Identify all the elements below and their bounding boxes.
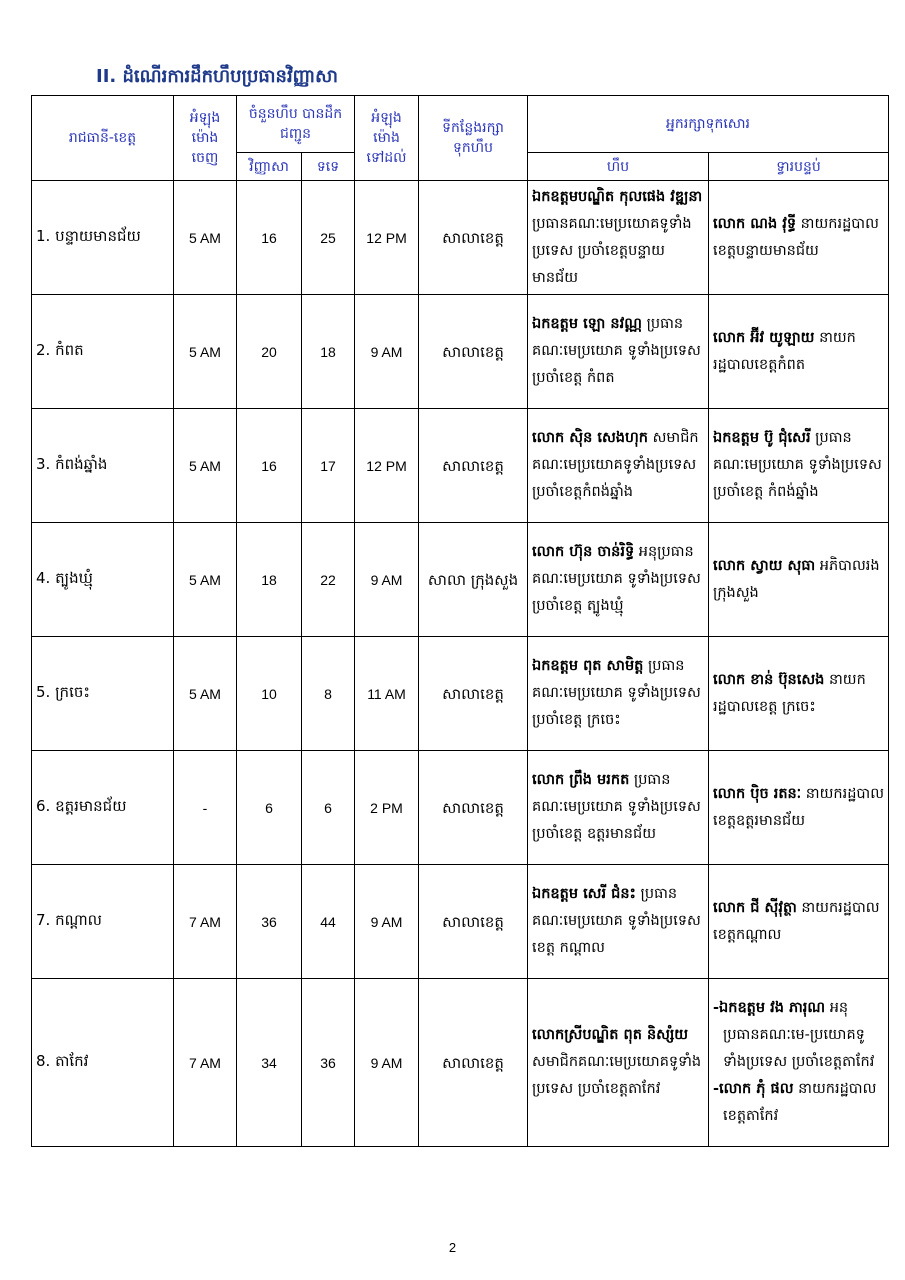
- door-keeper-name: ឯកឧត្តម ប៊ូ ជុំសេរី: [713, 430, 811, 446]
- door-keeper-name: លោក ជី ស៊ីវុត្ថា: [713, 899, 797, 916]
- box-keeper-cell: [528, 751, 709, 865]
- subject-count-cell: 16: [237, 181, 302, 295]
- subject-count-cell: 18: [237, 523, 302, 637]
- door-keeper-name: លោក អ៊ីវ យូឡាយ: [713, 329, 815, 346]
- door-keeper-cell: [709, 637, 889, 751]
- door-keeper-cell: [709, 181, 889, 295]
- door-keeper-cell: [709, 865, 889, 979]
- header-count-vehicle: ទទេ: [302, 153, 355, 181]
- vehicle-count-cell: 8: [302, 637, 355, 751]
- arrive-cell: 9 AM: [355, 979, 419, 1147]
- depart-cell: 5 AM: [174, 523, 237, 637]
- header-depart: អំឡុង ម៉ោង ចេញ: [174, 96, 237, 181]
- box-keeper-name: ឯកឧត្តម ពុត សាមិត្ត: [532, 658, 644, 674]
- box-keeper-role: ប្រធានគណៈមេប្រយោគ ទូទាំងប្រទេសប្រចាំខេត្ត កំពត: [532, 316, 701, 386]
- box-keeper-role: សមាជិកគណៈមេប្រយោគទូទាំងប្រទេស ប្រចាំខេត្តតាកែវ: [532, 1054, 702, 1097]
- door-keeper-cell: [709, 751, 889, 865]
- arrive-cell: 12 PM: [355, 409, 419, 523]
- transport-schedule-table: [31, 95, 889, 1147]
- door-keeper-name: លោក ណង វុទ្ធី: [713, 215, 797, 232]
- subject-count-cell: 6: [237, 751, 302, 865]
- door-keeper-name: -ឯកឧត្តម វង ភារុណ: [713, 1000, 826, 1016]
- province-cell: 8. តាកែវ: [32, 979, 174, 1147]
- venue-cell: សាលា ក្រុងសួង: [419, 523, 528, 637]
- door-keeper-role: នាយករដ្ឋបាលខេត្ត ក្រចេះ: [713, 671, 866, 715]
- table-row: [32, 409, 889, 523]
- province-cell: 7. កណ្តាល: [32, 865, 174, 979]
- venue-cell: សាលាខេត្ត: [419, 409, 528, 523]
- header-count: ចំនួនហឹប បានដឹកជញ្ជូន: [237, 96, 355, 153]
- vehicle-count-cell: 17: [302, 409, 355, 523]
- venue-cell: សាលាខេត្ត: [419, 295, 528, 409]
- depart-cell: 7 AM: [174, 979, 237, 1147]
- header-province: រាជធានី-ខេត្ត: [32, 96, 174, 181]
- box-keeper-role: ប្រធានគណៈមេប្រយោគ ទូទាំងប្រទេសប្រចាំខេត្ត ក្រចេះ: [532, 658, 701, 728]
- door-keeper-role: អនុប្រធានគណៈមេ-ប្រយោគទូទាំងប្រទេស ប្រចាំខេត្តតាកែវ: [723, 1000, 875, 1070]
- door-keeper-cell: [709, 409, 889, 523]
- table-row: [32, 523, 889, 637]
- vehicle-count-cell: 18: [302, 295, 355, 409]
- header-venue: ទីកន្លែងរក្សា ទុកហឹប: [419, 96, 528, 181]
- venue-cell: សាលាខេត្ត: [419, 637, 528, 751]
- header-keeper-box: ហឹប: [528, 153, 709, 181]
- box-keeper-cell: [528, 409, 709, 523]
- box-keeper-cell: [528, 181, 709, 295]
- box-keeper-name: ឯកឧត្តម ឡោ នវណ្ណ: [532, 316, 642, 332]
- box-keeper-cell: [528, 865, 709, 979]
- box-keeper-name: ឯកឧត្តម សេរី ជំនះ: [532, 886, 636, 902]
- table-row: [32, 181, 889, 295]
- depart-cell: 5 AM: [174, 295, 237, 409]
- box-keeper-role: ប្រធានគណៈមេប្រយោគ ទូទាំងប្រទេសប្រចាំខេត្ត ឧត្តរមានជ័យ: [532, 772, 701, 842]
- door-keeper-cell: [709, 979, 889, 1147]
- header-row: [32, 96, 889, 153]
- header-keeper-door: ទ្វារបន្ទប់: [709, 153, 889, 181]
- door-keeper-item: [713, 1076, 884, 1130]
- section-title: II. ដំណើរការដឹកហឹបប្រធានវិញ្ញាសា: [96, 66, 339, 87]
- arrive-cell: 9 AM: [355, 865, 419, 979]
- depart-cell: 5 AM: [174, 637, 237, 751]
- subject-count-cell: 16: [237, 409, 302, 523]
- box-keeper-role: ប្រធានគណៈមេប្រយោគទូទាំងប្រទេស ប្រចាំខេត្តបន្ទាយមានជ័យ: [532, 215, 692, 286]
- door-keeper-role: នាយករដ្ឋបាលខេត្តឧត្តរមានជ័យ: [713, 785, 885, 829]
- box-keeper-cell: [528, 523, 709, 637]
- header-keeper: អ្នករក្សាទុកសោរ: [528, 96, 889, 153]
- box-keeper-role: អនុប្រធានគណៈមេប្រយោគ ទូទាំងប្រទេសប្រចាំខេត្ត ត្បូងឃ្មុំ: [532, 544, 701, 614]
- arrive-cell: 9 AM: [355, 295, 419, 409]
- vehicle-count-cell: 22: [302, 523, 355, 637]
- province-cell: 6. ឧត្តរមានជ័យ: [32, 751, 174, 865]
- box-keeper-name: ឯកឧត្តមបណ្ឌិត កុលផេង វឌ្ឍនា: [532, 188, 703, 205]
- venue-cell: សាលាខេត្ត: [419, 865, 528, 979]
- subject-count-cell: 10: [237, 637, 302, 751]
- arrive-cell: 12 PM: [355, 181, 419, 295]
- province-cell: 4. ត្បូងឃ្មុំ: [32, 523, 174, 637]
- door-keeper-role: នាយករដ្ឋបាលខេត្តបន្ទាយមានជ័យ: [713, 215, 879, 259]
- depart-cell: -: [174, 751, 237, 865]
- box-keeper-cell: [528, 637, 709, 751]
- box-keeper-name: លោក ស៊ិន សេងហុក: [532, 430, 648, 446]
- arrive-cell: 11 AM: [355, 637, 419, 751]
- depart-cell: 7 AM: [174, 865, 237, 979]
- table-row: [32, 751, 889, 865]
- door-keeper-name: -លោក ភុំ ផល: [713, 1081, 794, 1097]
- door-keeper-name: លោក ស្វាយ សុធា: [713, 557, 816, 574]
- arrive-cell: 2 PM: [355, 751, 419, 865]
- box-keeper-name: លោក ហ៊ុន ចាន់រិទ្ធិ: [532, 544, 635, 560]
- door-keeper-name: លោក ប៉ិច រតនៈ: [713, 785, 802, 802]
- subject-count-cell: 36: [237, 865, 302, 979]
- door-keeper-cell: [709, 295, 889, 409]
- table-row: [32, 637, 889, 751]
- venue-cell: សាលាខេត្ត: [419, 751, 528, 865]
- province-cell: 1. បន្ទាយមានជ័យ: [32, 181, 174, 295]
- table-row: [32, 865, 889, 979]
- vehicle-count-cell: 6: [302, 751, 355, 865]
- header-arrive: អំឡុង ម៉ោង ទៅដល់: [355, 96, 419, 181]
- door-keeper-role: នាយករដ្ឋបាលខេត្តតាកែវ: [723, 1081, 877, 1124]
- vehicle-count-cell: 44: [302, 865, 355, 979]
- box-keeper-name: លោកស្រីបណ្ឌិត ពុត និស្សំយ: [532, 1027, 689, 1043]
- page-number: 2: [448, 1240, 457, 1255]
- subject-count-cell: 20: [237, 295, 302, 409]
- arrive-cell: 9 AM: [355, 523, 419, 637]
- header-count-subject: វិញ្ញាសា: [237, 153, 302, 181]
- door-keeper-role: ប្រធានគណៈមេប្រយោគ ទូទាំងប្រទេសប្រចាំខេត្ត កំពង់ឆ្នាំង: [713, 430, 882, 500]
- door-keeper-cell: [709, 523, 889, 637]
- door-keeper-item: [713, 995, 884, 1076]
- door-keeper-name: លោក ខាន់ ប៊ុនសេង: [713, 671, 825, 688]
- province-cell: 3. កំពង់ឆ្នាំង: [32, 409, 174, 523]
- depart-cell: 5 AM: [174, 181, 237, 295]
- box-keeper-name: លោក ព្រឹង មរកត: [532, 772, 630, 788]
- door-keeper-role: នាយករដ្ឋបាលខេត្តកំពត: [713, 329, 856, 373]
- table-row: [32, 295, 889, 409]
- vehicle-count-cell: 25: [302, 181, 355, 295]
- province-cell: 2. កំពត: [32, 295, 174, 409]
- venue-cell: សាលាខេត្ត: [419, 181, 528, 295]
- table-row: [32, 979, 889, 1147]
- depart-cell: 5 AM: [174, 409, 237, 523]
- box-keeper-cell: [528, 295, 709, 409]
- subject-count-cell: 34: [237, 979, 302, 1147]
- box-keeper-role: ប្រធានគណៈមេប្រយោគ ទូទាំងប្រទេសខេត្ត កណ្តាល: [532, 886, 701, 956]
- box-keeper-cell: [528, 979, 709, 1147]
- door-keeper-role: នាយករដ្ឋបាលខេត្តកណ្តាល: [713, 899, 880, 943]
- venue-cell: សាលាខេត្ត: [419, 979, 528, 1147]
- box-keeper-role: សមាជិកគណៈមេប្រយោគទូទាំងប្រទេស ប្រចាំខេត្តកំពង់ឆ្នាំង: [532, 430, 699, 500]
- vehicle-count-cell: 36: [302, 979, 355, 1147]
- province-cell: 5. ក្រចេះ: [32, 637, 174, 751]
- door-keeper-role: អភិបាលរងក្រុងសួង: [713, 557, 880, 601]
